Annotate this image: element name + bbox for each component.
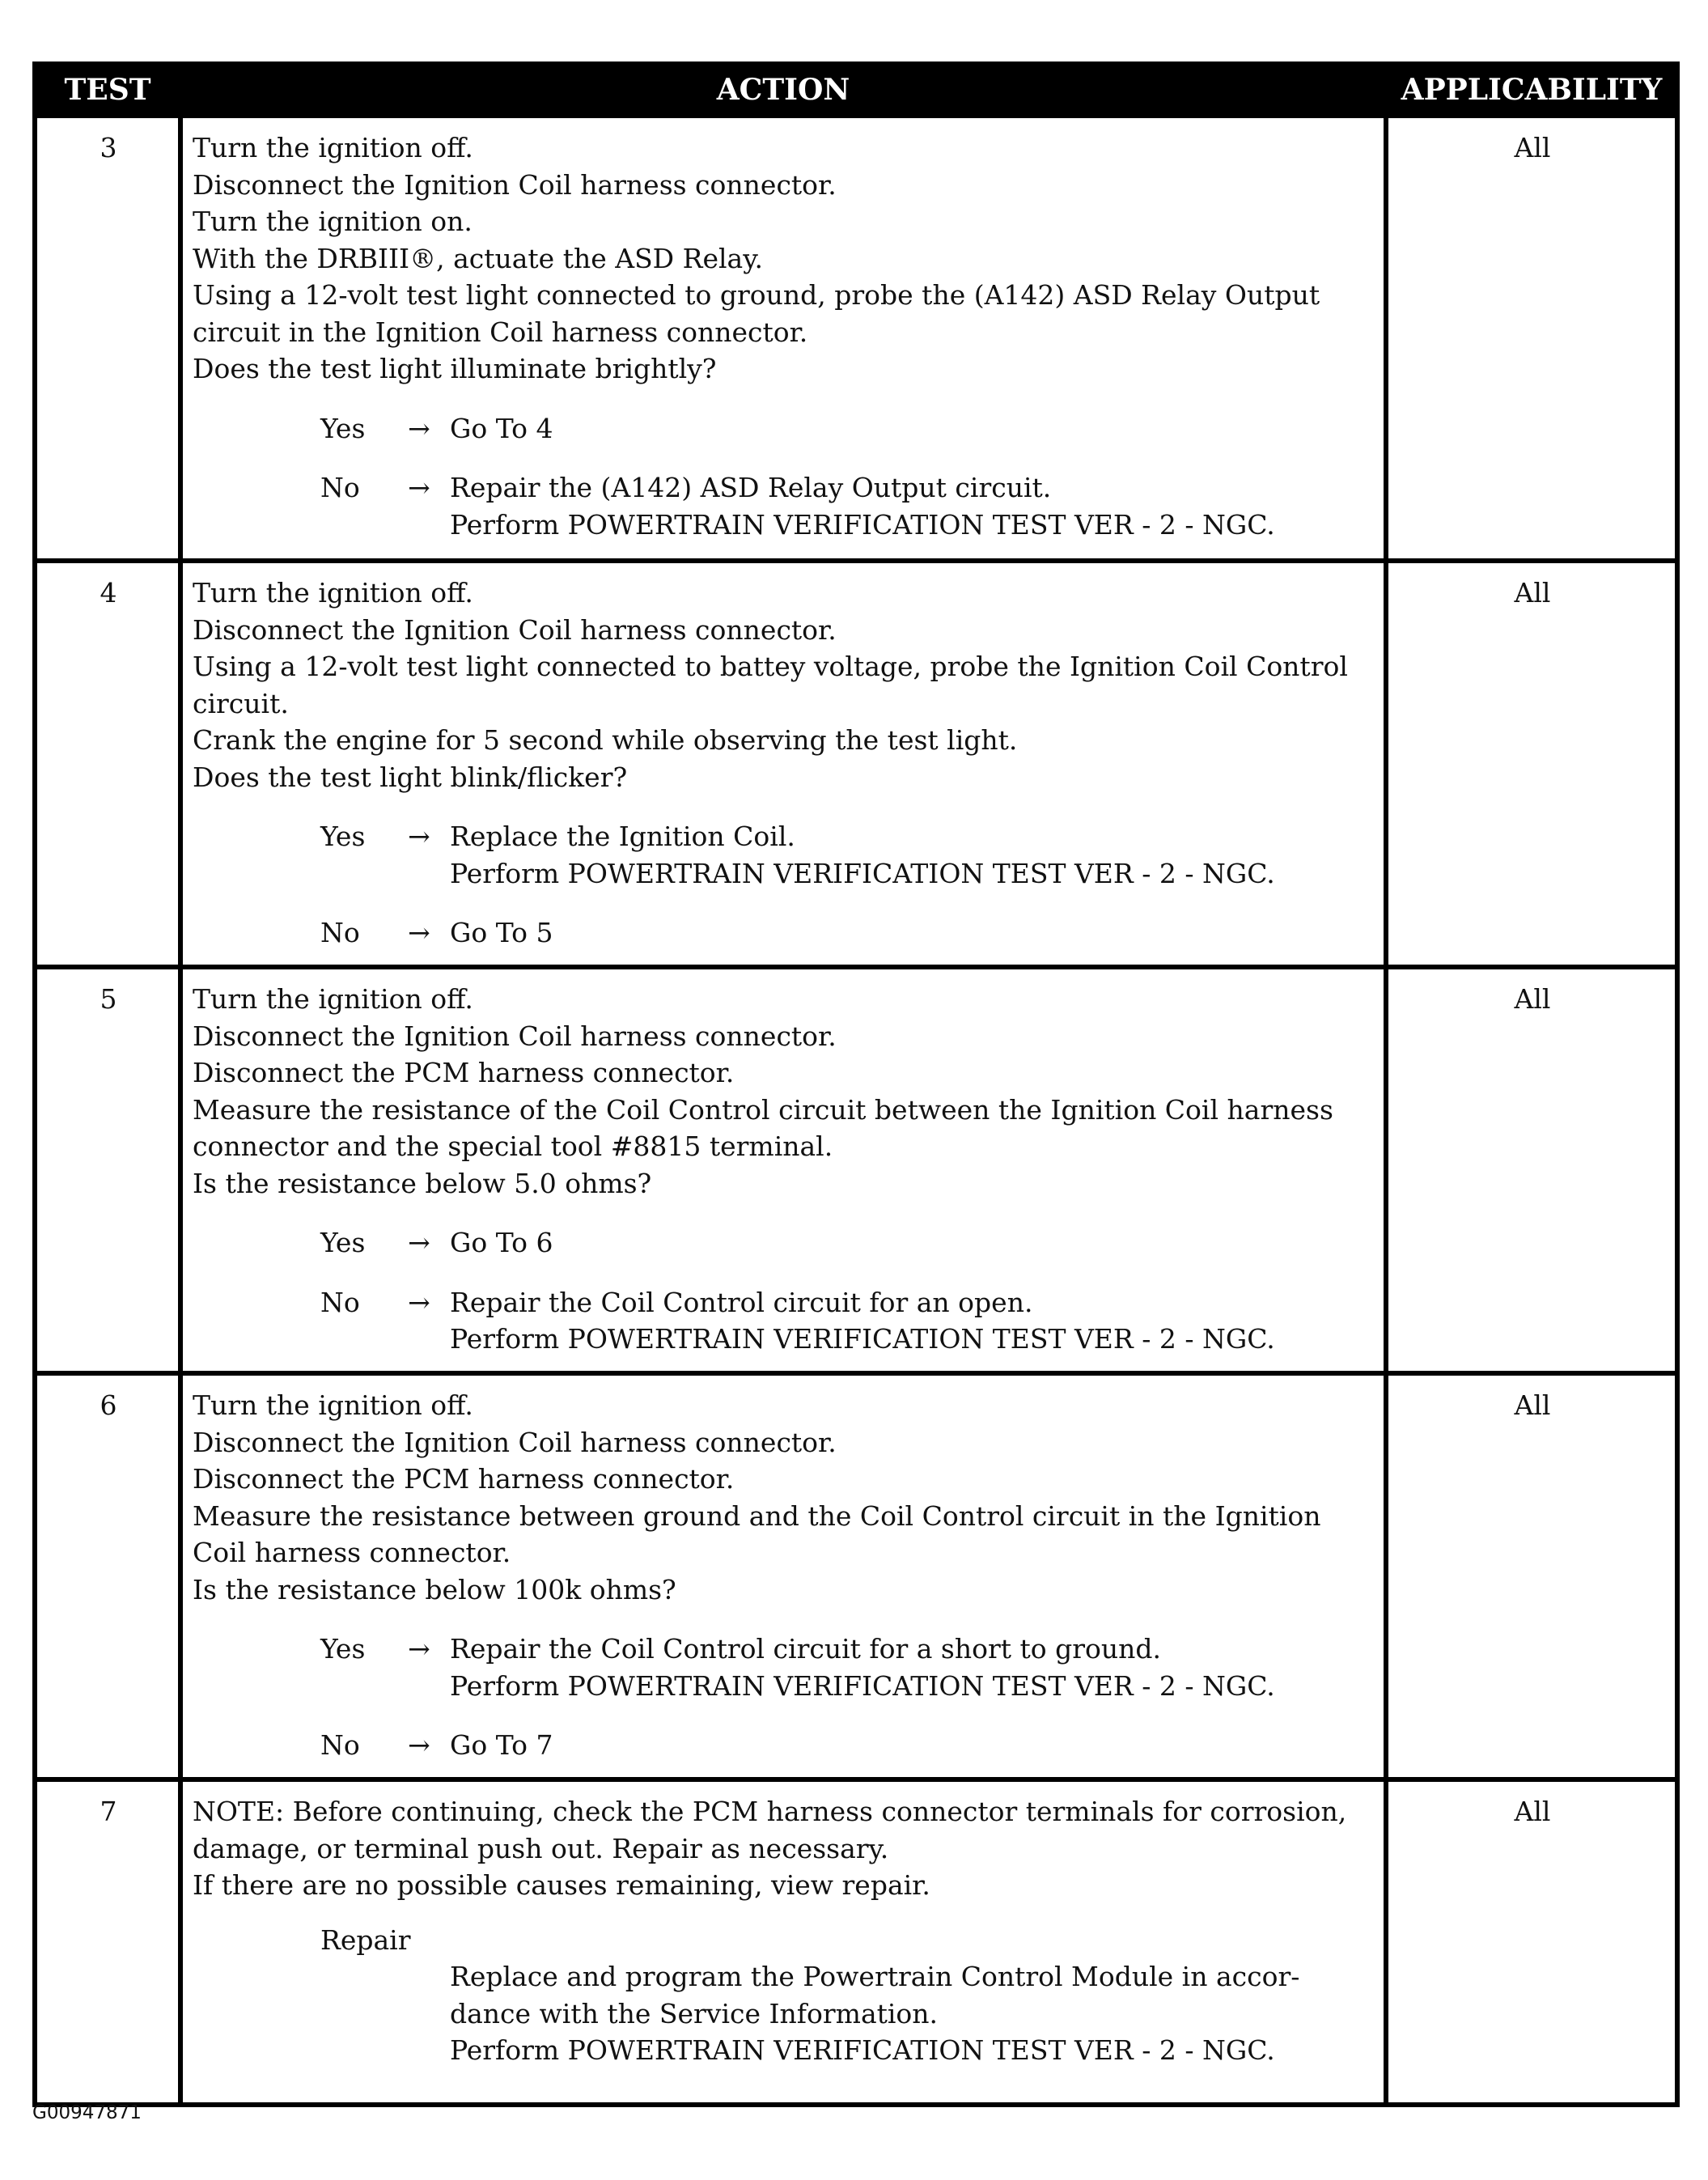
answer-yes: Yes xyxy=(320,821,366,852)
outcome-no xyxy=(193,914,1375,952)
result-no xyxy=(450,1284,1375,1358)
action-step: Turn the ignition off. xyxy=(193,577,473,609)
answer-no: No xyxy=(320,1729,360,1761)
header-action: ACTION xyxy=(180,64,1386,116)
repair-steps xyxy=(450,1958,1375,2069)
repair-step: dance with the Service Information. xyxy=(450,1997,939,2029)
action-step: Does the test light illuminate brightly? xyxy=(193,353,717,384)
result-yes xyxy=(450,1631,1375,1704)
result-line: Perform POWERTRAIN VERIFICATION TEST VER - 2 - NGC. xyxy=(450,1323,1275,1355)
answer-no: No xyxy=(320,1286,360,1318)
result-no xyxy=(450,469,1375,543)
repair-step: Replace and program the Powertrain Control Module in accor- xyxy=(450,1961,1300,1992)
arrow-right-icon: → xyxy=(408,1729,430,1761)
action-step: Turn the ignition off. xyxy=(193,983,473,1015)
header-applicability: APPLICABILITY xyxy=(1386,64,1677,116)
answer-yes: Yes xyxy=(320,412,366,444)
action-step: Disconnect the PCM harness connector. xyxy=(193,1463,735,1495)
answer-yes: Yes xyxy=(320,1633,366,1665)
result-line: Perform POWERTRAIN VERIFICATION TEST VER - 2 - NGC. xyxy=(450,508,1275,541)
action-cell xyxy=(180,1779,1386,2105)
arrow-right-icon: → xyxy=(408,1227,430,1258)
action-step: If there are no possible causes remaining, view repair. xyxy=(193,1869,930,1901)
result-yes xyxy=(450,410,1375,447)
result-yes xyxy=(450,818,1375,892)
result-line: Repair the (A142) ASD Relay Output circuit. xyxy=(450,472,1052,503)
action-step: Using a 12-volt test light connected to battey voltage, probe the Ignition Coil Control xyxy=(193,651,1348,682)
action-step: Turn the ignition off. xyxy=(193,1389,473,1421)
answer-no: No xyxy=(320,472,360,503)
result-line: Repair the Coil Control circuit for an open. xyxy=(450,1286,1033,1318)
action-step: Using a 12-volt test light connected to ground, probe the (A142) ASD Relay Output xyxy=(193,279,1320,311)
action-cell xyxy=(180,967,1386,1373)
figure-id: G00947871 xyxy=(32,2102,142,2123)
action-step: Measure the resistance between ground and the Coil Control circuit in the Ignition xyxy=(193,1499,1321,1532)
action-step: Turn the ignition off. xyxy=(193,132,473,163)
action-step: damage, or terminal push out. Repair as necessary. xyxy=(193,1832,889,1864)
outcome-yes xyxy=(193,818,1375,892)
arrow-right-icon: → xyxy=(408,1633,430,1665)
action-step: Measure the resistance of the Coil Control circuit between the Ignition Coil harness xyxy=(193,1093,1333,1126)
action-step: Does the test light blink/flicker? xyxy=(193,761,628,793)
applicability-value: All xyxy=(1386,967,1677,1373)
table-header xyxy=(35,64,1677,116)
outcome-no xyxy=(193,469,1375,543)
test-number: 6 xyxy=(35,1373,180,1779)
action-step: Disconnect the Ignition Coil harness connector. xyxy=(193,613,837,646)
outcome-yes xyxy=(193,1631,1375,1704)
result-no xyxy=(450,1727,1375,1764)
header-test: TEST xyxy=(35,64,180,116)
arrow-right-icon: → xyxy=(408,472,430,503)
action-step: Turn the ignition on. xyxy=(193,206,473,237)
diagnostic-test-table xyxy=(32,61,1680,2107)
table-row xyxy=(35,1373,1677,1779)
table-body xyxy=(35,116,1677,2105)
table-row xyxy=(35,561,1677,967)
test-number: 3 xyxy=(35,116,180,561)
action-step: Disconnect the Ignition Coil harness connector. xyxy=(193,1426,837,1458)
applicability-value: All xyxy=(1386,1373,1677,1779)
action-cell xyxy=(180,1373,1386,1779)
action-step: Disconnect the Ignition Coil harness connector. xyxy=(193,168,837,201)
action-step: Is the resistance below 5.0 ohms? xyxy=(193,1167,652,1199)
action-step: Disconnect the Ignition Coil harness connector. xyxy=(193,1020,837,1052)
action-step: NOTE: Before continuing, check the PCM harness connector terminals for corrosion, xyxy=(193,1796,1347,1827)
result-yes xyxy=(450,1224,1375,1262)
applicability-value: All xyxy=(1386,116,1677,561)
outcome-no xyxy=(193,1284,1375,1358)
test-number: 4 xyxy=(35,561,180,967)
result-line: Go To 6 xyxy=(450,1227,553,1258)
table-row xyxy=(35,1779,1677,2105)
action-cell xyxy=(180,561,1386,967)
action-step: circuit. xyxy=(193,687,289,719)
result-line: Replace the Ignition Coil. xyxy=(450,821,795,852)
result-line: Go To 7 xyxy=(450,1729,553,1761)
test-number: 7 xyxy=(35,1779,180,2105)
action-step: Is the resistance below 100k ohms? xyxy=(193,1573,676,1605)
repair-block xyxy=(320,1922,1375,2069)
result-line: Repair the Coil Control circuit for a short to ground. xyxy=(450,1633,1162,1665)
action-step: Coil harness connector. xyxy=(193,1537,511,1568)
action-step: Crank the engine for 5 second while observing the test light. xyxy=(193,724,1018,756)
repair-step: Perform POWERTRAIN VERIFICATION TEST VER - 2 - NGC. xyxy=(450,2034,1275,2066)
applicability-value: All xyxy=(1386,561,1677,967)
action-step: Disconnect the PCM harness connector. xyxy=(193,1057,735,1088)
result-line: Go To 4 xyxy=(450,412,553,444)
action-cell xyxy=(180,116,1386,561)
outcome-yes xyxy=(193,1224,1375,1262)
action-step: connector and the special tool #8815 terminal. xyxy=(193,1130,833,1162)
table-row xyxy=(35,967,1677,1373)
arrow-right-icon: → xyxy=(408,412,430,444)
result-line: Perform POWERTRAIN VERIFICATION TEST VER - 2 - NGC. xyxy=(450,1669,1275,1702)
test-number: 5 xyxy=(35,967,180,1373)
answer-yes: Yes xyxy=(320,1227,366,1258)
arrow-right-icon: → xyxy=(408,821,430,852)
outcome-yes xyxy=(193,410,1375,447)
action-step: circuit in the Ignition Coil harness connector. xyxy=(193,316,808,348)
action-step: With the DRBIII®, actuate the ASD Relay. xyxy=(193,242,763,274)
result-line: Go To 5 xyxy=(450,917,553,948)
table-row xyxy=(35,116,1677,561)
result-no xyxy=(450,914,1375,952)
applicability-value: All xyxy=(1386,1779,1677,2105)
answer-no: No xyxy=(320,917,360,948)
outcome-no xyxy=(193,1727,1375,1764)
repair-label: Repair xyxy=(320,1923,411,1956)
arrow-right-icon: → xyxy=(408,1286,430,1318)
diagnostic-page xyxy=(32,61,1675,2107)
arrow-right-icon: → xyxy=(408,917,430,948)
result-line: Perform POWERTRAIN VERIFICATION TEST VER - 2 - NGC. xyxy=(450,857,1275,889)
